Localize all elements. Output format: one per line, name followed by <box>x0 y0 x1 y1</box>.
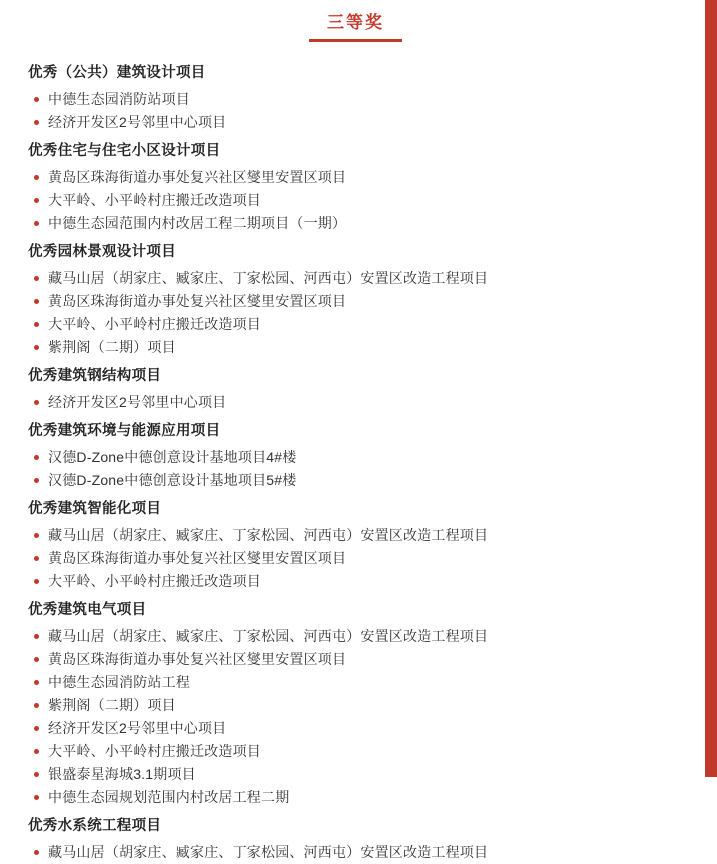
project-list <box>28 841 689 864</box>
list-item: 黄岛区珠海街道办事处复兴社区燮里安置区项目 <box>32 166 689 189</box>
project-list <box>28 524 689 593</box>
section-heading: 优秀（公共）建筑设计项目 <box>28 65 206 81</box>
award-sections-container <box>0 42 711 864</box>
award-section <box>28 138 689 235</box>
award-section <box>28 239 689 359</box>
project-list <box>28 625 689 809</box>
list-item: 中德生态园消防站项目 <box>32 88 689 111</box>
list-item: 藏马山居（胡家庄、臧家庄、丁家松园、河西屯）安置区改造工程项目 <box>32 267 689 290</box>
list-item: 藏马山居（胡家庄、臧家庄、丁家松园、河西屯）安置区改造工程项目 <box>32 841 689 864</box>
list-item: 大平岭、小平岭村庄搬迁改造项目 <box>32 189 689 212</box>
list-item: 中德生态园范围内村改居工程二期项目（一期） <box>32 212 689 235</box>
award-section <box>28 496 689 593</box>
award-section <box>28 813 689 864</box>
list-item: 紫荆阁（二期）项目 <box>32 694 689 717</box>
section-heading: 优秀建筑环境与能源应用项目 <box>28 423 221 439</box>
section-heading: 优秀水系统工程项目 <box>28 818 162 834</box>
award-section <box>28 597 689 809</box>
project-list <box>28 446 689 492</box>
right-accent-bar <box>705 0 711 777</box>
project-list <box>28 88 689 134</box>
award-section <box>28 418 689 492</box>
award-section <box>28 60 689 134</box>
project-list <box>28 267 689 359</box>
section-heading: 优秀建筑电气项目 <box>28 602 147 618</box>
award-section <box>28 363 689 414</box>
list-item: 大平岭、小平岭村庄搬迁改造项目 <box>32 313 689 336</box>
list-item: 大平岭、小平岭村庄搬迁改造项目 <box>32 570 689 593</box>
list-item: 经济开发区2号邻里中心项目 <box>32 111 689 134</box>
list-item: 黄岛区珠海街道办事处复兴社区燮里安置区项目 <box>32 648 689 671</box>
list-item: 大平岭、小平岭村庄搬迁改造项目 <box>32 740 689 763</box>
list-item: 汉德D-Zone中德创意设计基地项目5#楼 <box>32 469 689 492</box>
list-item: 经济开发区2号邻里中心项目 <box>32 391 689 414</box>
page-title: 三等奖 <box>309 6 402 42</box>
list-item: 黄岛区珠海街道办事处复兴社区燮里安置区项目 <box>32 547 689 570</box>
list-item: 紫荆阁（二期）项目 <box>32 336 689 359</box>
list-item: 黄岛区珠海街道办事处复兴社区燮里安置区项目 <box>32 290 689 313</box>
list-item: 中德生态园消防站工程 <box>32 671 689 694</box>
list-item: 汉德D-Zone中德创意设计基地项目4#楼 <box>32 446 689 469</box>
section-heading: 优秀住宅与住宅小区设计项目 <box>28 143 221 159</box>
section-heading: 优秀建筑钢结构项目 <box>28 368 162 384</box>
list-item: 藏马山居（胡家庄、臧家庄、丁家松园、河西屯）安置区改造工程项目 <box>32 524 689 547</box>
project-list <box>28 166 689 235</box>
project-list <box>28 391 689 414</box>
list-item: 中德生态园规划范围内村改居工程二期 <box>32 786 689 809</box>
page-title-container <box>0 0 711 42</box>
list-item: 经济开发区2号邻里中心项目 <box>32 717 689 740</box>
section-heading: 优秀建筑智能化项目 <box>28 501 162 517</box>
list-item: 藏马山居（胡家庄、臧家庄、丁家松园、河西屯）安置区改造工程项目 <box>32 625 689 648</box>
list-item: 银盛泰星海城3.1期项目 <box>32 763 689 786</box>
section-heading: 优秀园林景观设计项目 <box>28 244 176 260</box>
